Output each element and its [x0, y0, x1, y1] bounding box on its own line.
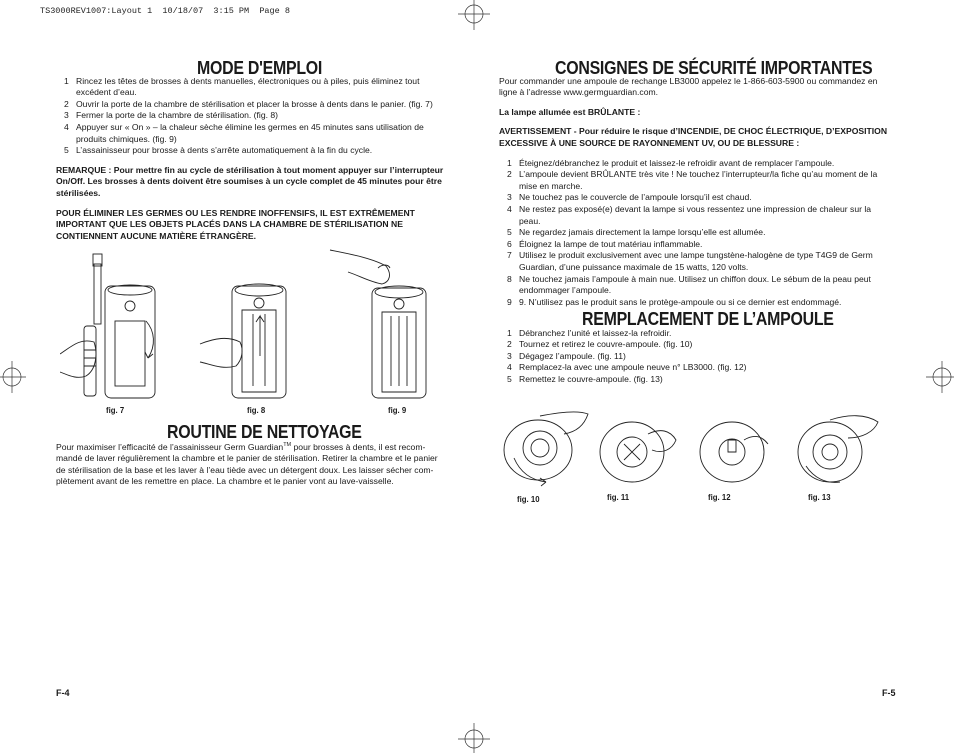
fig10-drawing [504, 412, 588, 486]
page-number-left: F-4 [56, 688, 70, 698]
list-item: 2 L’ampoule devient BRÛLANTE très vite ! Ne touchez l’interrupteur/la fiche qu’au moment de la mise en marche. [507, 169, 878, 191]
list-item: 2 Ouvrir la porte de la chambre de stérilisation et placer la brosse à dents dans le panier. (fig. 7) [64, 98, 433, 109]
list-item: 3 Dégagez l’ampoule. (fig. 11) [507, 350, 626, 361]
routine-text: Pour maximiser l’efficacité de l’assainisseur Germ Guardian™ pour brosses à dents, il est recommandé de laver régulièrement la chambre et le panier de stérilisation. Retirer la chambre et le panier de stérilisation de la base et les laver à l’eau tiède avec un détergent doux. Les laisser sécher complètement avant de les remettre en place. La chambre et le panier vont au lave-vaisselle. [56, 441, 438, 487]
fig11-drawing [600, 422, 676, 482]
mode-emploi-title: MODE D'EMPLOI [197, 57, 323, 78]
list-item: 4 Appuyer sur « On » – la chaleur sèche élimine les germes en 45 minutes sans utilisation de produits chimiques. (fig. 9) [64, 121, 424, 144]
fig10-caption: fig. 10 [517, 495, 540, 504]
fig11-caption: fig. 11 [607, 493, 630, 502]
sanitizer-illustration-figs-7-9 [60, 246, 430, 402]
fig9-caption: fig. 9 [388, 406, 407, 415]
registration-mark-bottom-icon [454, 723, 494, 753]
list-item: 4 Ne restez pas exposé(e) devant la lampe si vous ressentez une impression de chaleur sur la peau. [507, 203, 872, 226]
registration-mark-top-icon [454, 0, 494, 30]
fig8-drawing [200, 284, 286, 398]
remplacement-title: REMPLACEMENT DE L’AMPOULE [582, 308, 834, 329]
list-item: 1 Éteignez/débranchez le produit et laissez-le refroidir avant de remplacer l’ampoule. [507, 157, 835, 168]
lampe-brulante: La lampe allumée est BRÛLANTE : [499, 106, 641, 117]
fig13-caption: fig. 13 [808, 493, 831, 502]
fig12-drawing [700, 422, 768, 482]
consignes-steps [499, 158, 893, 309]
consignes-section [499, 57, 893, 308]
fig8-caption: fig. 8 [247, 406, 266, 415]
bulb-replacement-illustration-figs-10-13 [500, 410, 880, 495]
mode-emploi-steps [56, 76, 448, 157]
consignes-title: CONSIGNES DE SÉCURITÉ IMPORTANTES [555, 57, 873, 78]
list-item: 5 L’assainisseur pour brosse à dents s’arrête automatiquement à la fin du cycle. [64, 145, 373, 156]
fig13-drawing [798, 416, 878, 483]
list-item: 8 Ne touchez jamais l’ampoule à main nue. Utilisez un chiffon doux. Le sébum de la peau peut endommager l’ampoule. [507, 273, 871, 296]
fig7-drawing [60, 254, 155, 398]
consignes-intro: Pour commander une ampoule de rechange LB3000 appelez le 1-866-603-5900 ou commandez en ligne à l’adresse www.germguardian.com. [499, 75, 878, 98]
list-item: 6 Éloignez la lampe de tout matériau inflammable. [507, 238, 703, 249]
page-number-right: F-5 [882, 688, 896, 698]
mode-emploi-section [56, 57, 448, 242]
list-item: 7 Utilisez le produit exclusivement avec une lampe tungstène-halogène de type T4G9 de Germ Guardian, d’une puissance maximale de 15 watts, 120 volts. [507, 250, 873, 272]
registration-mark-left-icon [0, 357, 26, 397]
list-item: 5 Ne regardez jamais directement la lampe lorsqu’elle est allumée. [507, 227, 766, 238]
fig7-caption: fig. 7 [106, 406, 125, 415]
file-slug: TS3000REV1007:Layout 1 10/18/07 3:15 PM Page 8 [40, 6, 290, 16]
routine-section [56, 421, 448, 488]
list-item: 2 Tournez et retirez le couvre-ampoule. (fig. 10) [507, 339, 693, 350]
germes-warning: POUR ÉLIMINER LES GERMES OU LES RENDRE INOFFENSIFS, IL EST EXTRÊMEMENT IMPORTANT QUE LES OBJETS PLACÉS DANS LA CHAMBRE DE STÉRILISATION NE CONTIENNENT AUCUNE MATIÈRE ÉTRANGÈRE. [56, 207, 415, 241]
routine-title: ROUTINE DE NETTOYAGE [167, 421, 362, 442]
remarque-note: REMARQUE : Pour mettre fin au cycle de stérilisation à tout moment appuyer sur l’interrupteur On/Off. Les brosses à dents doivent être soumises à un cycle complet de 45 minutes pour être stérilisées. [56, 164, 444, 198]
fig9-drawing [330, 250, 426, 398]
registration-mark-right-icon [926, 357, 954, 397]
remplacement-steps [499, 328, 893, 386]
list-item: 1 Rincez les têtes de brosses à dents manuelles, électroniques ou à piles, puis éliminez tout excédent d’eau. [64, 75, 420, 98]
list-item: 9 9. N’utilisez pas le produit sans le protège-ampoule ou si ce dernier est endommagé. [507, 296, 842, 307]
avertissement: AVERTISSEMENT - Pour réduire le risque d’INCENDIE, DE CHOC ÉLECTRIQUE, D’EXPOSITION EXCESSIVE À UNE SOURCE DE RAYONNEMENT UV, OU DE BLESSURE : [499, 126, 888, 148]
fig12-caption: fig. 12 [708, 493, 731, 502]
list-item: 4 Remplacez-la avec une ampoule neuve n° LB3000. (fig. 12) [507, 362, 747, 373]
list-item: 1 Débranchez l’unité et laissez-la refroidir. [507, 327, 672, 338]
list-item: 3 Fermer la porte de la chambre de stérilisation. (fig. 8) [64, 110, 279, 121]
list-item: 5 Remettez le couvre-ampoule. (fig. 13) [507, 373, 663, 384]
list-item: 3 Ne touchez pas le couvercle de l’ampoule lorsqu’il est chaud. [507, 192, 752, 203]
remplacement-section [499, 308, 893, 386]
